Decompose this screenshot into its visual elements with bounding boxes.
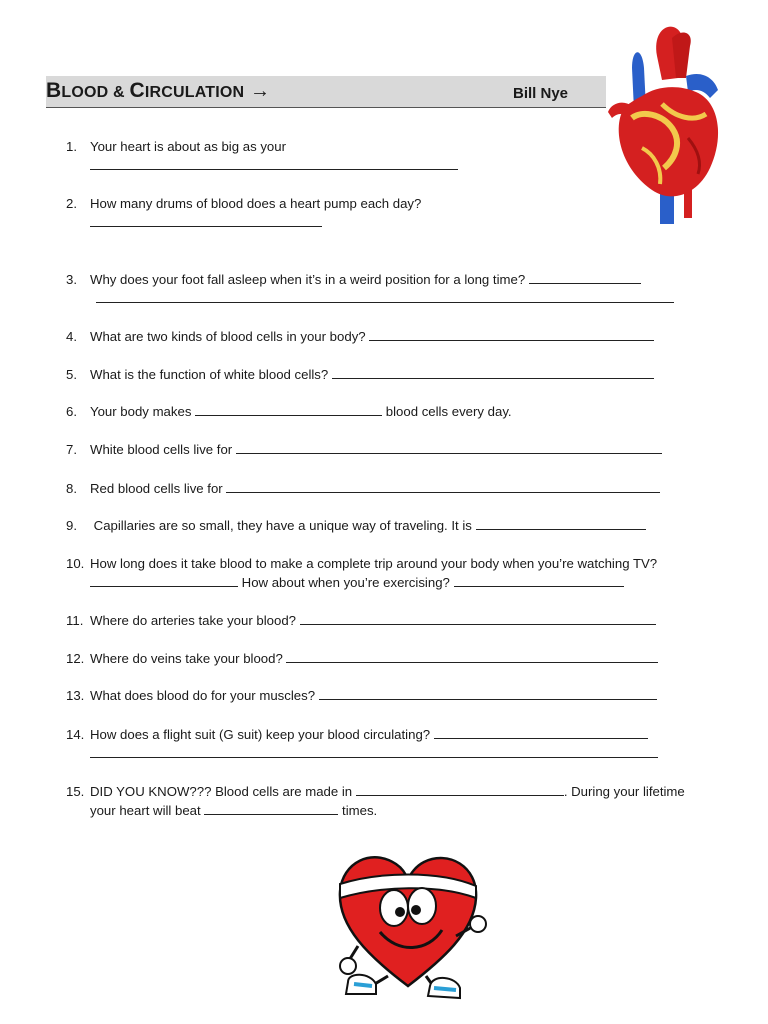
- question-1: 1. Your heart is about as big as your: [66, 137, 716, 175]
- question-6: 6. Your body makes blood cells every day.: [66, 404, 512, 419]
- answer-blank[interactable]: [90, 574, 238, 587]
- question-13: 13. What does blood do for your muscles?: [66, 686, 716, 705]
- worksheet-title: BLOOD & CIRCULATION →: [46, 79, 271, 102]
- answer-blank[interactable]: [226, 480, 660, 493]
- question-2: 2. How many drums of blood does a heart pump each day?: [66, 194, 716, 232]
- question-10: 10. How long does it take blood to make a complete trip around your body when you’re watching TV? How about when you’re exercising?: [66, 556, 658, 590]
- author-name: Bill Nye: [513, 85, 569, 102]
- answer-blank[interactable]: [454, 574, 624, 587]
- question-14: 14. How does a flight suit (G suit) keep your blood circulating?: [66, 725, 716, 763]
- answer-blank[interactable]: [236, 441, 662, 454]
- question-11: 11. Where do arteries take your blood?: [66, 611, 716, 630]
- question-5: 5. What is the function of white blood cells?: [66, 365, 716, 384]
- answer-blank[interactable]: [204, 802, 338, 815]
- question-8: 8. Red blood cells live for: [66, 479, 716, 498]
- answer-blank[interactable]: [434, 726, 648, 739]
- answer-blank[interactable]: [90, 745, 658, 758]
- answer-blank[interactable]: [195, 403, 382, 416]
- running-heart-cartoon: [318, 836, 498, 1006]
- question-3: 3. Why does your foot fall asleep when it’s in a weird position for a long time?: [66, 270, 716, 308]
- answer-blank[interactable]: [369, 328, 654, 341]
- answer-blank[interactable]: [96, 290, 674, 303]
- answer-blank[interactable]: [529, 271, 641, 284]
- question-12: 12. Where do veins take your blood?: [66, 649, 716, 668]
- answer-blank[interactable]: [90, 214, 322, 227]
- answer-blank[interactable]: [356, 783, 564, 796]
- answer-blank[interactable]: [286, 650, 658, 663]
- answer-blank[interactable]: [300, 612, 656, 625]
- question-15: 15. DID YOU KNOW??? Blood cells are made in . During your lifetime your heart will beat times.: [66, 784, 685, 818]
- answer-blank[interactable]: [476, 517, 646, 530]
- answer-blank[interactable]: [332, 366, 654, 379]
- answer-blank[interactable]: [90, 157, 458, 170]
- question-4: 4. What are two kinds of blood cells in your body?: [66, 327, 716, 346]
- question-7: 7. White blood cells live for: [66, 440, 716, 459]
- question-9: 9. Capillaries are so small, they have a unique way of traveling. It is: [66, 516, 716, 535]
- answer-blank[interactable]: [319, 687, 657, 700]
